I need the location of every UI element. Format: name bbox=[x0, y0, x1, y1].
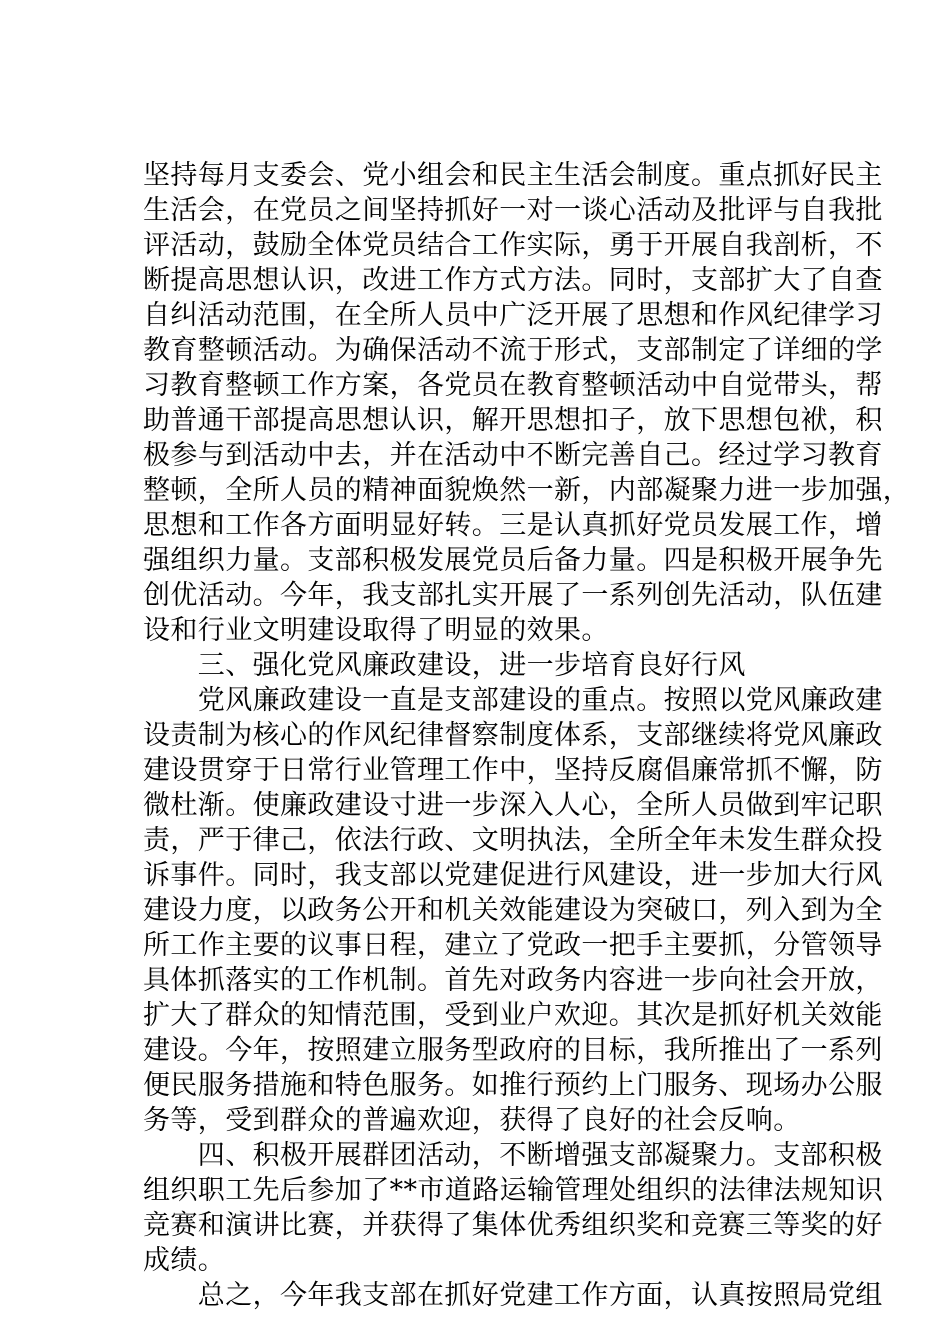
text-line: 思想和工作各方面明显好转。三是认真抓好党员发展工作，增 bbox=[143, 510, 883, 541]
text-line: 具体抓落实的工作机制。首先对政务内容进一步向社会开放， bbox=[143, 965, 883, 996]
text-line: 所工作主要的议事日程，建立了党政一把手主要抓，分管领导 bbox=[143, 930, 883, 961]
text-line: 断提高思想认识，改进工作方式方法。同时，支部扩大了自查 bbox=[143, 265, 883, 296]
text-line: 设和行业文明建设取得了明显的效果。 bbox=[143, 615, 609, 646]
text-line: 整顿，全所人员的精神面貌焕然一新，内部凝聚力进一步加强， bbox=[143, 475, 911, 506]
text-line: 党风廉政建设一直是支部建设的重点。按照以党风廉政建 bbox=[143, 685, 883, 716]
text-line: 设责制为核心的作风纪律督察制度体系，支部继续将党风廉政 bbox=[143, 720, 883, 751]
text-line: 四、积极开展群团活动，不断增强支部凝聚力。支部积极 bbox=[143, 1140, 883, 1171]
text-line: 强组织力量。支部积极发展党员后备力量。四是积极开展争先 bbox=[143, 545, 883, 576]
text-line: 创优活动。今年，我支部扎实开展了一系列创先活动，队伍建 bbox=[143, 580, 883, 611]
text-line: 助普通干部提高思想认识，解开思想扣子，放下思想包袱，积 bbox=[143, 405, 883, 436]
text-line: 扩大了群众的知情范围，受到业户欢迎。其次是抓好机关效能 bbox=[143, 1000, 883, 1031]
text-line: 建设力度，以政务公开和机关效能建设为突破口，列入到为全 bbox=[143, 895, 883, 926]
section-heading: 三、强化党风廉政建设，进一步培育良好行风 bbox=[143, 650, 746, 681]
text-line: 务等，受到群众的普遍欢迎，获得了良好的社会反响。 bbox=[143, 1105, 801, 1136]
text-line: 便民服务措施和特色服务。如推行预约上门服务、现场办公服 bbox=[143, 1070, 883, 1101]
text-line: 成绩。 bbox=[143, 1245, 226, 1276]
text-line: 教育整顿活动。为确保活动不流于形式，支部制定了详细的学 bbox=[143, 335, 883, 366]
text-line: 诉事件。同时，我支部以党建促进行风建设，进一步加大行风 bbox=[143, 860, 883, 891]
text-line: 习教育整顿工作方案，各党员在教育整顿活动中自觉带头，帮 bbox=[143, 370, 883, 401]
text-line: 自纠活动范围，在全所人员中广泛开展了思想和作风纪律学习 bbox=[143, 300, 883, 331]
text-line: 生活会，在党员之间坚持抓好一对一谈心活动及批评与自我批 bbox=[143, 195, 883, 226]
text-line: 微杜渐。使廉政建设寸进一步深入人心，全所人员做到牢记职 bbox=[143, 790, 883, 821]
text-line: 责，严于律己，依法行政、文明执法，全所全年未发生群众投 bbox=[143, 825, 883, 856]
text-line: 坚持每月支委会、党小组会和民主生活会制度。重点抓好民主 bbox=[143, 160, 883, 191]
text-line: 极参与到活动中去，并在活动中不断完善自己。经过学习教育 bbox=[143, 440, 883, 471]
text-line: 建设贯穿于日常行业管理工作中，坚持反腐倡廉常抓不懈，防 bbox=[143, 755, 883, 786]
text-line: 组织职工先后参加了**市道路运输管理处组织的法律法规知识 bbox=[143, 1175, 884, 1206]
text-line: 竞赛和演讲比赛，并获得了集体优秀组织奖和竞赛三等奖的好 bbox=[143, 1210, 883, 1241]
text-line: 评活动，鼓励全体党员结合工作实际，勇于开展自我剖析，不 bbox=[143, 230, 883, 261]
text-line: 总之，今年我支部在抓好党建工作方面，认真按照局党组 bbox=[143, 1280, 883, 1311]
text-line: 建设。今年，按照建立服务型政府的目标，我所推出了一系列 bbox=[143, 1035, 883, 1066]
